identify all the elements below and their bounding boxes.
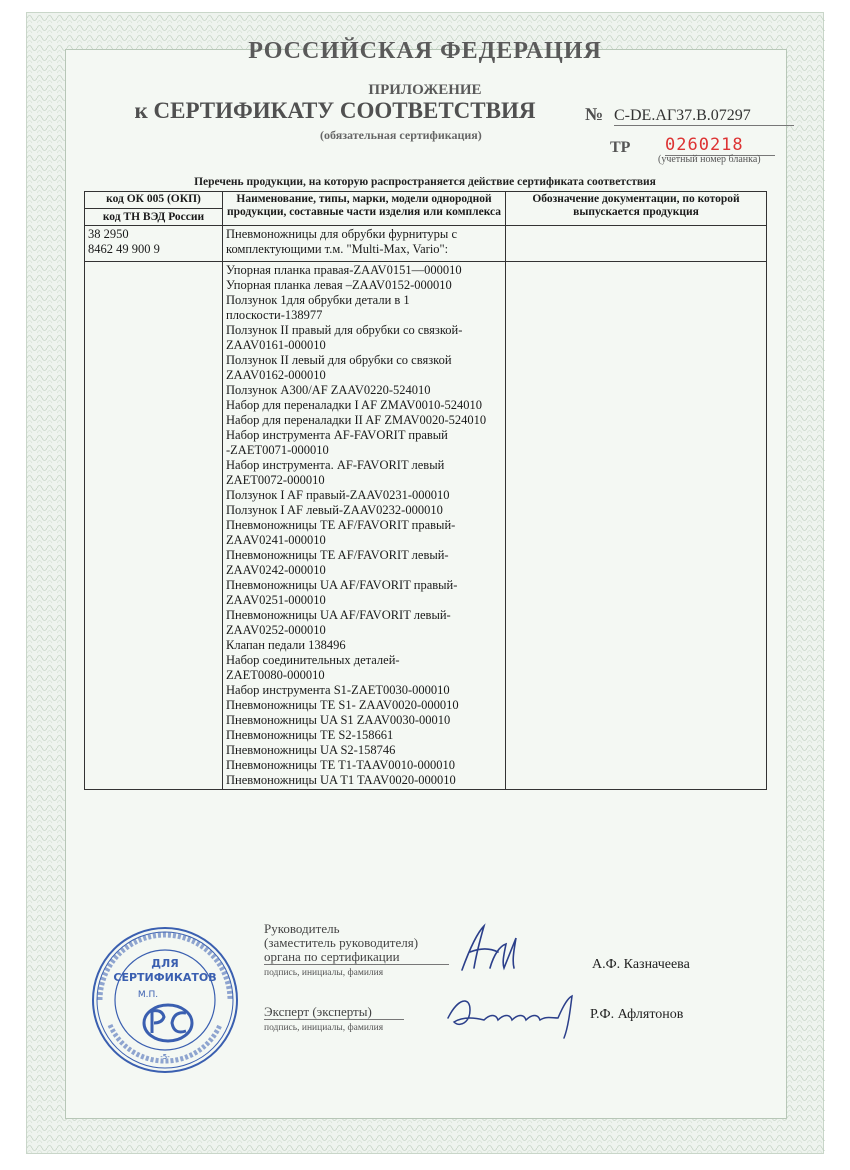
component-item: Набор для переналадки I AF ZMAV0010-524010 <box>226 398 483 412</box>
component-item: -ZAET0071-000010 <box>226 443 329 457</box>
component-item: Упорная планка правая-ZAAV0151—000010 <box>226 263 462 277</box>
head-signature-image <box>450 918 540 980</box>
component-item: Набор соединительных деталей- <box>226 653 400 667</box>
component-item: Пневмоножницы TE AF/FAVORIT правый- <box>226 518 456 532</box>
blank-number-note: (учетный номер бланка) <box>658 154 761 165</box>
component-item: ZAET0080-000010 <box>226 668 325 682</box>
component-item: Ползунок II левый для обрубки со связкой <box>226 353 452 367</box>
pct-logo-icon <box>144 1005 192 1041</box>
tr-label: ТР <box>610 139 631 156</box>
component-list-cell <box>223 262 506 790</box>
code-okp-value: 38 2950 <box>88 227 129 241</box>
table-caption: Перечень продукции, на которую распространяется действие сертификата соответствия <box>194 176 656 188</box>
component-item: Набор для переналадки II AF ZMAV0020-524010 <box>226 413 487 427</box>
component-item: Пневмоножницы UA AF/FAVORIT правый- <box>226 578 458 592</box>
component-item: ZAET0072-000010 <box>226 473 325 487</box>
component-item: Пневмоножницы TE S2-158661 <box>226 728 394 742</box>
component-item: Набор инструмента S1-ZAET0030-000010 <box>226 683 450 697</box>
component-item: Пневмоножницы TE AF/FAVORIT левый- <box>226 548 449 562</box>
head-name: А.Ф. Казначеева <box>592 957 690 972</box>
mandatory-note: (обязательная сертификация) <box>320 128 482 142</box>
product-table <box>84 191 767 790</box>
appendix-title: ПРИЛОЖЕНИЕ <box>368 82 482 98</box>
component-item: ZAAV0241-000010 <box>226 533 326 547</box>
head-signature-label <box>264 922 449 965</box>
empty-codes-cell <box>85 262 223 790</box>
certification-seal <box>90 925 240 1075</box>
component-item: Ползунок II правый для обрубки со связкой- <box>226 323 463 337</box>
table-header-row <box>85 192 767 226</box>
seal-stamp-image <box>90 925 240 1075</box>
product-name-cell: Пневмоножницы для обрубки фурнитуры с комплектующими т.м. "Multi-Max, Vario": <box>223 226 506 262</box>
head-label-line-1: Руководитель <box>264 921 340 936</box>
component-item: Пневмоножницы UA T1 TAAV0020-000010 <box>226 773 456 787</box>
component-item: Набор инструмента AF-FAVORIT правый <box>226 428 448 442</box>
expert-name: Р.Ф. Афлятонов <box>590 1007 684 1022</box>
component-item: плоскости-138977 <box>226 308 323 322</box>
seal-text-2: СЕРТИФИКАТОВ <box>113 971 217 984</box>
expert-signature-note: подпись, инициалы, фамилия <box>264 1023 384 1033</box>
country-title: РОССИЙСКАЯ ФЕДЕРАЦИЯ <box>248 38 602 64</box>
svg-text:-5-: -5- <box>160 1053 170 1061</box>
header-code-okp: код ОК 005 (ОКП) <box>106 193 201 205</box>
table-row <box>85 226 767 262</box>
component-item: Ползунок I AF правый-ZAAV0231-000010 <box>226 488 450 502</box>
component-item: ZAAV0252-000010 <box>226 623 326 637</box>
head-label-line-3: органа по сертификации <box>264 950 449 965</box>
header-product-name: Наименование, типы, марки, модели однородной продукции, составные части изделия или комплекса <box>223 192 506 226</box>
component-item: Ползунок 1для обрубки детали в 1 <box>226 293 410 307</box>
component-item: Клапан педали 138496 <box>226 638 346 652</box>
component-item: ZAAV0161-000010 <box>226 338 326 352</box>
empty-documentation-cell <box>506 262 767 790</box>
component-item: Набор инструмента. AF-FAVORIT левый <box>226 458 445 472</box>
code-tnved-value: 8462 49 900 9 <box>88 242 160 256</box>
component-item: Пневмоножницы UA S1 ZAAV0030-00010 <box>226 713 451 727</box>
head-label-line-2: (заместитель руководителя) <box>264 935 419 950</box>
codes-cell <box>85 226 223 262</box>
documentation-cell <box>506 226 767 262</box>
component-item: ZAAV0242-000010 <box>226 563 326 577</box>
component-item: Ползунок А300/AF ZAAV0220-524010 <box>226 383 431 397</box>
component-item: Ползунок I AF левый-ZAAV0232-000010 <box>226 503 443 517</box>
seal-text-1: ДЛЯ <box>151 957 179 970</box>
component-item: Пневмоножницы UA AF/FAVORIT левый- <box>226 608 451 622</box>
component-item: ZAAV0162-000010 <box>226 368 326 382</box>
component-item: ZAAV0251-000010 <box>226 593 326 607</box>
header-code-tnved: код ТН ВЭД России <box>85 208 222 224</box>
component-item: Упорная планка левая –ZAAV0152-000010 <box>226 278 452 292</box>
header-codes <box>85 192 223 226</box>
table-row <box>85 262 767 790</box>
component-item: Пневмоножницы TE S1- ZAAV0020-000010 <box>226 698 459 712</box>
component-item: Пневмоножницы UA S2-158746 <box>226 743 396 757</box>
expert-signature-image <box>440 988 590 1044</box>
seal-mp: М.П. <box>137 990 159 1000</box>
header-documentation: Обозначение документации, по которой выпускается продукция <box>506 192 767 226</box>
expert-signature-label: Эксперт (эксперты) <box>264 1005 404 1020</box>
component-item: Пневмоножницы TE T1-TAAV0010-000010 <box>226 758 455 772</box>
certificate-number: C-DE.АГ37.В.07297 <box>614 107 794 126</box>
number-sign: № <box>585 104 604 124</box>
head-signature-note: подпись, инициалы, фамилия <box>264 968 384 978</box>
certificate-title-text: к СЕРТИФИКАТУ СООТВЕТСТВИЯ <box>134 98 536 123</box>
blank-number: 0260218 <box>665 135 775 156</box>
